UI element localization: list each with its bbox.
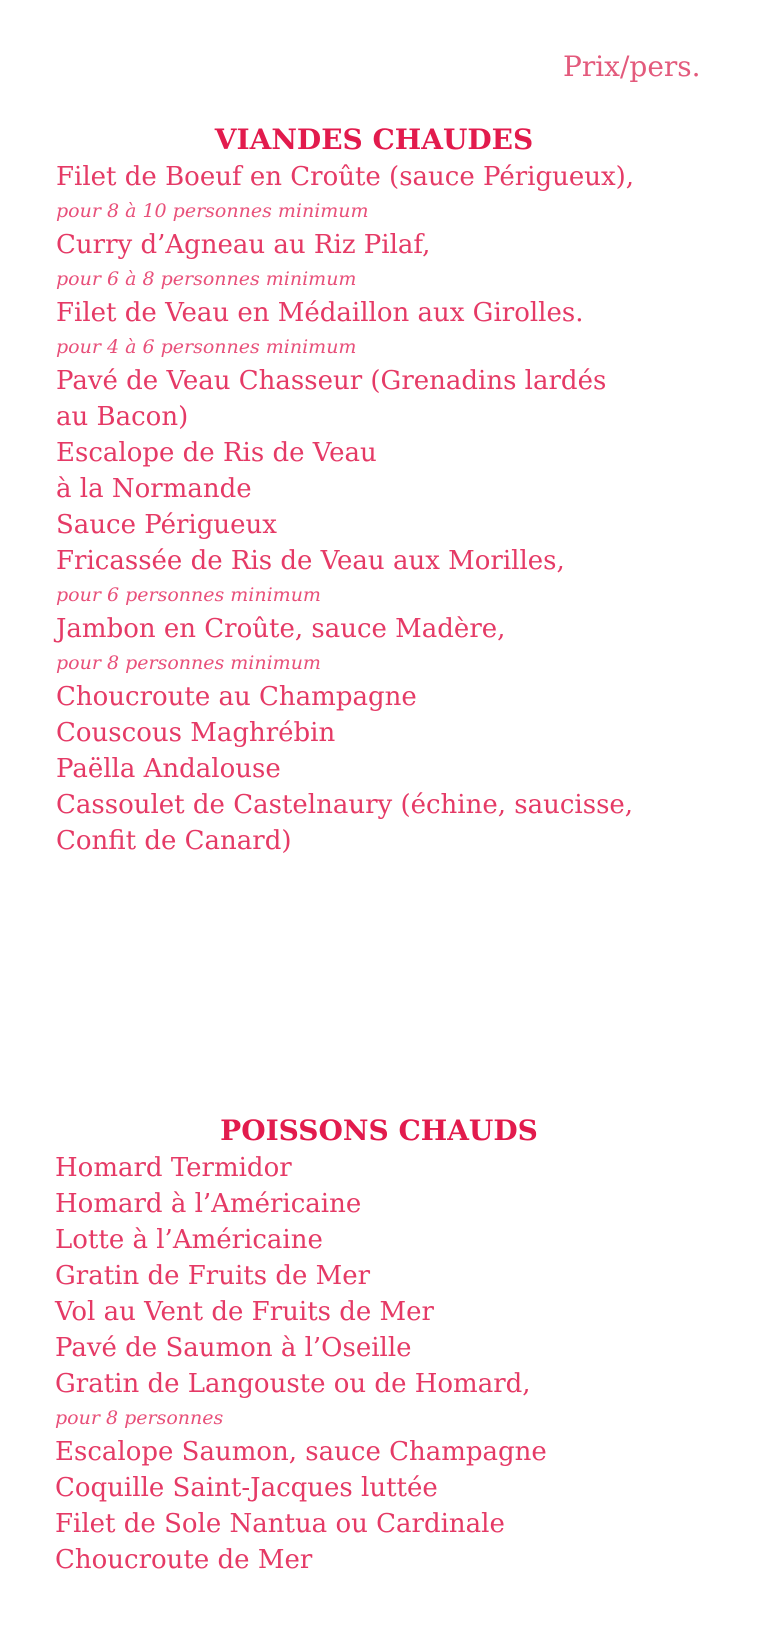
menu-item: Pavé de Saumon à l’Oseille [55,1333,412,1363]
section-title-viandes: VIANDES CHAUDES [214,123,534,156]
section-title-poissons: POISSONS CHAUDS [220,1114,538,1147]
menu-item: Coquille Saint-Jacques luttée [55,1473,438,1503]
menu-item: Lotte à l’Américaine [55,1225,323,1255]
menu-item: Homard à l’Américaine [55,1189,362,1219]
section-poissons-chauds [0,1112,768,1578]
menu-item: Pavé de Veau Chasseur (Grenadins lardés [56,366,607,396]
menu-item: Couscous Maghrébin [56,718,336,748]
menu-item: Vol au Vent de Fruits de Mer [55,1297,434,1327]
menu-item: Sauce Périgueux [56,510,277,540]
serving-note: pour 8 personnes minimum [56,652,321,674]
menu-item: Filet de Boeuf en Croûte (sauce Périgueux), [56,162,635,192]
menu-item: Fricassée de Ris de Veau aux Morilles, [56,546,565,576]
menu-item: Gratin de Fruits de Mer [55,1261,371,1291]
menu-item: Filet de Sole Nantua ou Cardinale [55,1509,505,1539]
price-per-person-header: Prix/pers. [563,50,701,83]
menu-item: Choucroute de Mer [55,1545,313,1575]
menu-item: Cassoulet de Castelnaury (échine, saucisse, [56,790,634,820]
viandes-list [0,159,768,859]
serving-note: pour 8 à 10 personnes minimum [56,200,369,222]
serving-note: pour 4 à 6 personnes minimum [56,336,357,358]
menu-item: Escalope Saumon, sauce Champagne [55,1437,547,1467]
menu-item: Homard Termidor [55,1153,292,1183]
menu-item: Curry d’Agneau au Riz Pilaf, [56,230,431,260]
section-viandes-chaudes [0,121,768,859]
menu-item: Escalope de Ris de Veau [56,438,377,468]
serving-note: pour 6 à 8 personnes minimum [56,268,357,290]
menu-item: à la Normande [56,474,252,504]
menu-item: Filet de Veau en Médaillon aux Girolles. [56,298,584,328]
serving-note: pour 6 personnes minimum [56,584,321,606]
menu-item: au Bacon) [56,402,189,432]
menu-item: Choucroute au Champagne [56,682,417,712]
menu-item: Paëlla Andalouse [56,754,281,784]
menu-item: Confit de Canard) [56,826,292,856]
poissons-list [0,1150,768,1578]
menu-item: Jambon en Croûte, sauce Madère, [56,614,506,644]
menu-item: Gratin de Langouste ou de Homard, [55,1369,531,1399]
serving-note: pour 8 personnes [55,1407,224,1429]
